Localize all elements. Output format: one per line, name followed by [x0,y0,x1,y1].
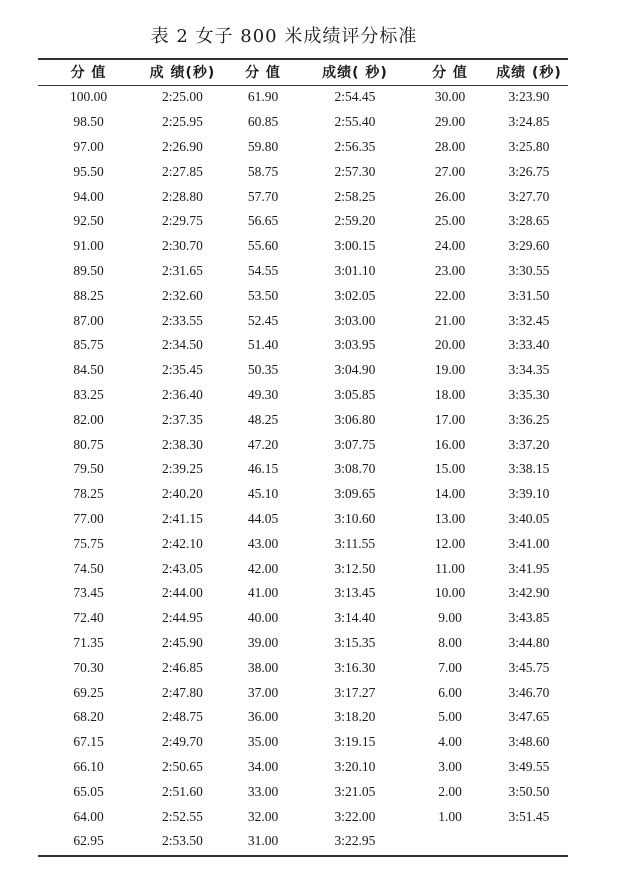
score-cell: 100.00 [69,89,108,105]
time-cell: 2:37.35 [162,411,203,427]
score-cell: 20.00 [434,337,466,353]
time-cell: 3:46.70 [508,684,550,700]
time-cell: 3:33.40 [508,337,550,353]
table-row [38,283,568,308]
time-cell: 3:50.50 [508,783,550,799]
time-cell: 3:02.05 [334,287,376,303]
table-row [38,85,568,110]
table-row [38,259,568,284]
time-cell: 2:52.55 [162,808,203,824]
time-cell: 3:35.30 [508,386,550,402]
time-cell: 2:25.95 [162,114,203,130]
table-row [38,730,568,755]
time-cell: 3:40.05 [508,510,550,526]
score-cell: 46.15 [247,461,279,477]
table-bottom-rule [38,855,568,857]
time-cell [490,829,568,854]
time-cell: 2:36.40 [162,386,203,402]
time-cell: 3:23.90 [508,89,550,105]
score-cell: 27.00 [434,163,466,179]
time-cell: 3:17.27 [334,684,376,700]
header-score-3: 分 值 [432,64,468,81]
time-cell: 2:40.20 [162,486,203,502]
time-cell: 3:09.65 [334,486,376,502]
score-cell [410,829,490,854]
score-cell: 68.20 [73,709,104,725]
score-cell: 29.00 [434,114,466,130]
time-cell: 2:31.65 [162,262,203,278]
time-cell: 2:35.45 [162,362,203,378]
score-cell: 9.00 [438,610,462,626]
score-cell: 13.00 [434,510,466,526]
score-cell: 69.25 [73,684,104,700]
time-cell: 2:56.35 [334,138,376,154]
table-row [38,333,568,358]
time-cell: 3:30.55 [508,262,550,278]
score-cell: 57.70 [247,188,279,204]
header-row [38,58,568,85]
time-cell: 3:06.80 [334,411,376,427]
score-cell: 73.45 [73,585,104,601]
time-cell: 3:05.85 [334,386,376,402]
table-row [38,209,568,234]
time-cell: 2:44.00 [162,585,203,601]
score-cell: 62.95 [73,833,104,849]
score-cell: 74.50 [73,560,104,576]
time-cell: 3:26.75 [508,163,550,179]
table-row [38,556,568,581]
score-cell: 10.00 [434,585,466,601]
score-cell: 47.20 [247,436,279,452]
time-cell: 3:03.95 [334,337,376,353]
table-row [38,234,568,259]
score-cell: 1.00 [438,808,462,824]
table-row [38,705,568,730]
time-cell: 2:41.15 [162,510,203,526]
score-cell: 30.00 [434,89,466,105]
time-cell: 2:26.90 [162,138,203,154]
header-score-2: 分 值 [245,64,281,81]
score-cell: 78.25 [73,486,104,502]
time-cell: 3:11.55 [334,535,376,551]
time-cell: 3:32.45 [508,312,550,328]
time-cell: 3:41.95 [508,560,550,576]
score-cell: 18.00 [434,386,466,402]
score-cell: 28.00 [434,138,466,154]
score-cell: 72.40 [73,610,104,626]
score-cell: 97.00 [73,138,104,154]
time-cell: 2:33.55 [162,312,203,328]
score-cell: 33.00 [247,783,279,799]
score-cell: 95.50 [73,163,104,179]
score-cell: 39.00 [247,634,279,650]
header-time-1: 成 绩(秒) [149,64,216,81]
time-cell: 2:50.65 [162,758,203,774]
time-cell: 2:57.30 [334,163,376,179]
table-header [38,58,568,85]
time-cell: 3:03.00 [334,312,376,328]
score-cell: 85.75 [73,337,104,353]
table-row [38,432,568,457]
table-row [38,655,568,680]
table-row [38,184,568,209]
time-cell: 3:04.90 [334,362,376,378]
time-cell: 3:22.95 [334,833,376,849]
score-cell: 41.00 [247,585,279,601]
time-cell: 3:29.60 [508,238,550,254]
table-row [38,135,568,160]
time-cell: 2:39.25 [162,461,203,477]
time-cell: 3:34.35 [508,362,550,378]
score-cell: 14.00 [434,486,466,502]
score-cell: 53.50 [247,287,279,303]
time-cell: 3:49.55 [508,758,550,774]
time-cell: 2:43.05 [162,560,203,576]
time-cell: 2:42.10 [162,535,203,551]
score-cell: 59.80 [247,138,279,154]
time-cell: 3:45.75 [508,659,550,675]
table-row [38,755,568,780]
time-cell: 3:51.45 [508,808,550,824]
score-cell: 94.00 [73,188,104,204]
time-cell: 2:51.60 [162,783,203,799]
table-row [38,110,568,135]
score-cell: 36.00 [247,709,279,725]
table-row [38,779,568,804]
time-cell: 3:28.65 [508,213,550,229]
score-cell: 55.60 [247,238,279,254]
score-cell: 12.00 [434,535,466,551]
time-cell: 2:30.70 [162,238,203,254]
header-time-3: 成绩 (秒) [496,64,562,81]
time-cell: 2:49.70 [162,734,203,750]
score-cell: 15.00 [434,461,466,477]
time-cell: 3:27.70 [508,188,550,204]
score-cell: 24.00 [434,238,466,254]
score-cell: 44.05 [247,510,279,526]
score-cell: 4.00 [438,734,462,750]
time-cell: 2:28.80 [162,188,203,204]
score-cell: 6.00 [438,684,462,700]
time-cell: 2:27.85 [162,163,203,179]
time-cell: 2:29.75 [162,213,203,229]
score-cell: 31.00 [247,833,279,849]
score-cell: 38.00 [247,659,279,675]
score-cell: 54.55 [247,262,279,278]
time-cell: 2:48.75 [162,709,203,725]
time-cell: 3:22.00 [334,808,376,824]
score-cell: 89.50 [73,262,104,278]
score-cell: 17.00 [434,411,466,427]
time-cell: 3:16.30 [334,659,376,675]
time-cell: 2:53.50 [162,833,203,849]
score-cell: 45.10 [247,486,279,502]
time-cell: 3:42.90 [508,585,550,601]
score-cell: 87.00 [73,312,104,328]
score-cell: 88.25 [73,287,104,303]
time-cell: 3:25.80 [508,138,550,154]
header-time-2: 成绩( 秒) [322,64,388,81]
score-cell: 23.00 [434,262,466,278]
table-row [38,482,568,507]
score-cell: 75.75 [73,535,104,551]
score-cell: 64.00 [73,808,104,824]
time-cell: 3:00.15 [334,238,376,254]
score-cell: 70.30 [73,659,104,675]
time-cell: 3:15.35 [334,634,376,650]
time-cell: 3:44.80 [508,634,550,650]
score-cell: 84.50 [73,362,104,378]
table-row [38,407,568,432]
time-cell: 3:43.85 [508,610,550,626]
time-cell: 2:45.90 [162,634,203,650]
time-cell: 3:20.10 [334,758,376,774]
time-cell: 3:41.00 [508,535,550,551]
time-cell: 3:12.50 [334,560,376,576]
time-cell: 3:14.40 [334,610,376,626]
score-cell: 71.35 [73,634,104,650]
score-cell: 19.00 [434,362,466,378]
score-cell: 26.00 [434,188,466,204]
score-cell: 92.50 [73,213,104,229]
score-cell: 2.00 [438,783,462,799]
score-cell: 48.25 [247,411,279,427]
score-cell: 3.00 [438,758,462,774]
time-cell: 2:55.40 [334,114,376,130]
table-row [38,507,568,532]
table-row [38,383,568,408]
table-row [38,606,568,631]
score-cell: 49.30 [247,386,279,402]
time-cell: 2:54.45 [334,89,376,105]
table-row [38,159,568,184]
time-cell: 2:59.20 [334,213,376,229]
table-row [38,457,568,482]
time-cell: 2:38.30 [162,436,203,452]
score-cell: 65.05 [73,783,104,799]
score-cell: 77.00 [73,510,104,526]
table-body [38,85,568,854]
time-cell: 3:37.20 [508,436,550,452]
score-cell: 16.00 [434,436,466,452]
score-cell: 98.50 [73,114,104,130]
score-cell: 7.00 [438,659,462,675]
time-cell: 3:08.70 [334,461,376,477]
score-cell: 35.00 [247,734,279,750]
table-row [38,804,568,829]
score-cell: 37.00 [247,684,279,700]
time-cell: 2:46.85 [162,659,203,675]
table-row [38,631,568,656]
score-cell: 34.00 [247,758,279,774]
score-cell: 91.00 [73,238,104,254]
time-cell: 2:34.50 [162,337,203,353]
score-table [38,58,568,854]
score-cell: 52.45 [247,312,279,328]
score-cell: 5.00 [438,709,462,725]
time-cell: 3:10.60 [334,510,376,526]
score-cell: 43.00 [247,535,279,551]
time-cell: 3:19.15 [334,734,376,750]
score-cell: 25.00 [434,213,466,229]
score-cell: 80.75 [73,436,104,452]
time-cell: 3:07.75 [334,436,376,452]
time-cell: 2:58.25 [334,188,376,204]
score-cell: 51.40 [247,337,279,353]
time-cell: 3:39.10 [508,486,550,502]
score-cell: 32.00 [247,808,279,824]
score-cell: 8.00 [438,634,462,650]
time-cell: 3:48.60 [508,734,550,750]
time-cell: 3:24.85 [508,114,550,130]
time-cell: 3:21.05 [334,783,376,799]
time-cell: 3:31.50 [508,287,550,303]
score-cell: 42.00 [247,560,279,576]
score-cell: 22.00 [434,287,466,303]
time-cell: 2:32.60 [162,287,203,303]
score-cell: 83.25 [73,386,104,402]
header-score-1: 分 值 [70,64,107,81]
score-cell: 50.35 [247,362,279,378]
score-cell: 61.90 [247,89,279,105]
table-row [38,531,568,556]
score-cell: 58.75 [247,163,279,179]
table-row [38,308,568,333]
table-title: 表 2 女子 800 米成绩评分标准 [150,26,418,47]
table-row [38,829,568,854]
time-cell: 3:47.65 [508,709,550,725]
score-cell: 56.65 [247,213,279,229]
table-row [38,680,568,705]
score-cell: 82.00 [73,411,104,427]
time-cell: 2:44.95 [162,610,203,626]
time-cell: 3:01.10 [334,262,376,278]
score-cell: 40.00 [247,610,279,626]
time-cell: 3:36.25 [508,411,550,427]
score-cell: 67.15 [73,734,104,750]
score-cell: 21.00 [434,312,466,328]
score-cell: 60.85 [247,114,279,130]
time-cell: 2:25.00 [162,89,203,105]
time-cell: 3:38.15 [508,461,550,477]
score-cell: 79.50 [73,461,104,477]
score-cell: 66.10 [73,758,104,774]
time-cell: 3:13.45 [334,585,376,601]
table-row [38,358,568,383]
score-cell: 11.00 [435,560,465,576]
table-row [38,581,568,606]
time-cell: 2:47.80 [162,684,203,700]
time-cell: 3:18.20 [334,709,376,725]
